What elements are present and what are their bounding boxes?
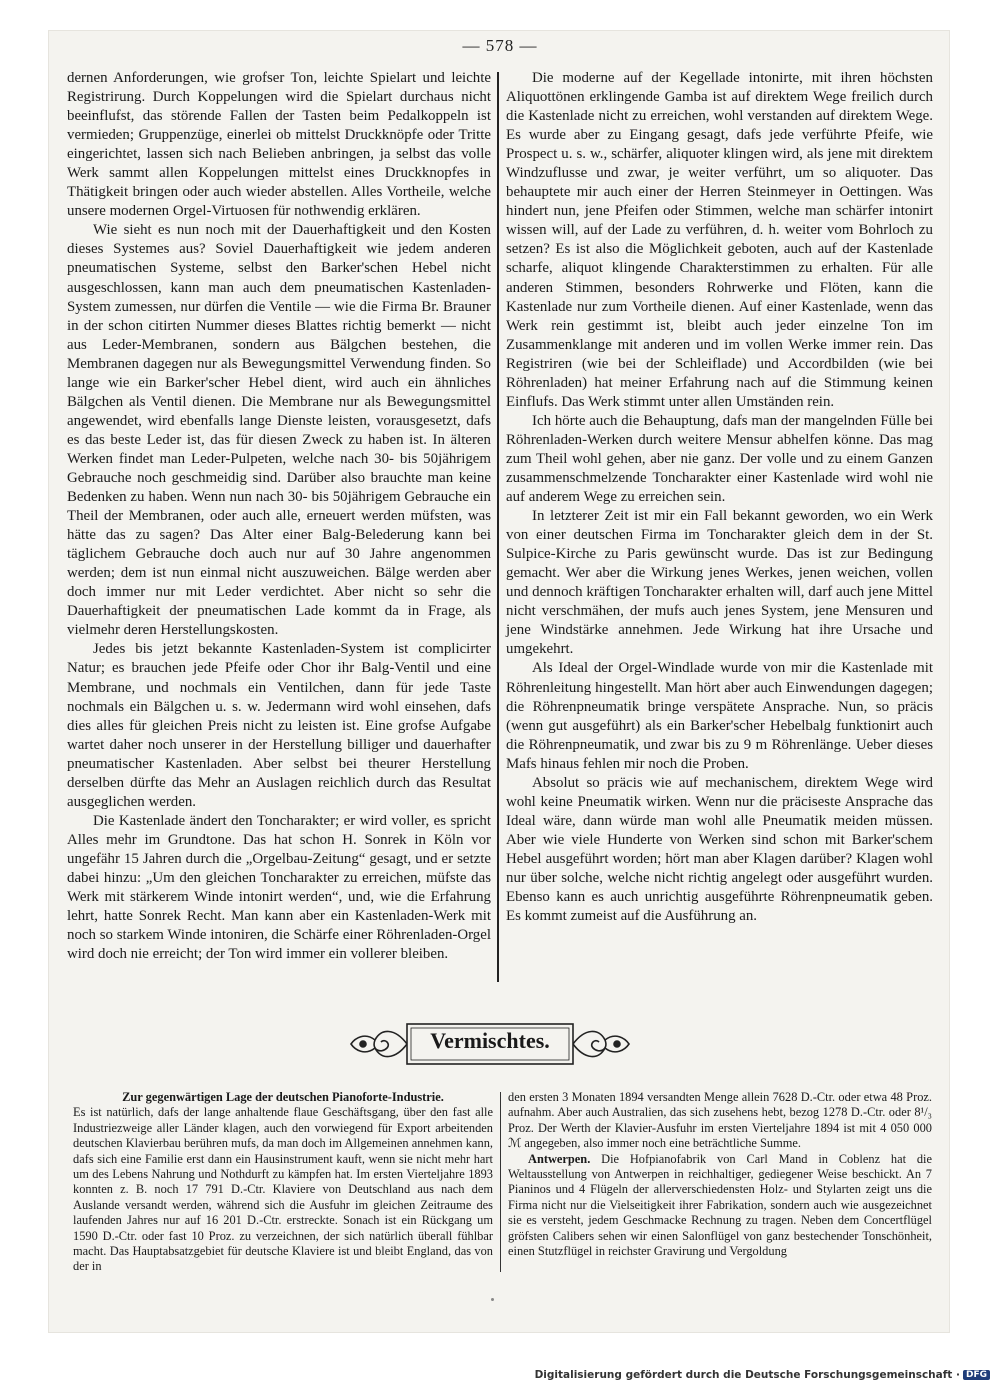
paragraph: Es ist natürlich, dafs der lange anhaltende flaue Geschäftsgang, über den fast alle Industriezweige aller Länder klagen, auch den vorwiegend für Export arbeitenden deutschen Klavierbau berühren mufs, da man doch im Allgemeinen annehmen kann, dafs sich eine Familie erst dann ein Hausinstrument kauft, wenn sie nicht mehr hart um des Lebens Nahrung und Nothdurft zu kämpfen hat. Im ersten Vierteljahre 1893 konnten z. B. noch 17 791 D.-Ctr. Klaviere von Deutschland aus nach dem Auslande versandt werden, während sich die Ausfuhr im gleichen Zeitraume des laufenden Jahres nur auf 16 201 D.-Ctr. erstreckte. Sonach ist ein Rückgang um 1590 D.-Ctr. oder fast 10 Proz. zu verzeichnen, der sich natürlich überall fühlbar macht. Das Hauptabsatzgebiet für deutsche Klaviere ist und bleibt England, das von der in	[73, 1105, 493, 1274]
paragraph-antwerpen	[508, 1152, 932, 1260]
article-title: Zur gegenwärtigen Lage der deutschen Pianoforte-Industrie.	[122, 1090, 444, 1104]
paragraph: In letzterer Zeit ist mir ein Fall bekannt geworden, wo ein Werk von einer deutschen Firma im Toncharakter gleich dem in der St. Sulpice-Kirche zu Paris gewünscht wurde. Das ist zur Bedingung gemacht. Wer aber die Wirkung jenes Werkes, jenen weichen, vollen und dennoch kräftigen Toncharakter erhalten will, darf auch jene Mittel nicht verschmähen, der mufs auch jenes System, jene Mensuren und jene Windstärke annehmen. Jede Wirkung hat ihre Ursache und umgekehrt.	[506, 508, 933, 658]
footer-credit	[535, 1369, 990, 1381]
section-heading-ornament	[345, 1018, 635, 1070]
column-divider	[497, 72, 499, 982]
bottom-right-column	[508, 1090, 932, 1259]
article-title: Antwerpen.	[528, 1151, 591, 1166]
footer-text: Digitalisierung gefördert durch die Deutsche Forschungsgemeinschaft ·	[534, 1369, 960, 1381]
paragraph: Ich hörte auch die Behauptung, dafs man der mangelnden Fülle bei Röhrenladen-Werken durch weitere Mensur abhelfen könne. Das mag zum Theil wohl gehen, aber nie ganz. Der volle und zu einem Ganzen zusammenschmelzende Toncharakter einer Kastenlade wird wohl nie auf anderem Wege zu erreichen sein.	[506, 412, 933, 506]
paragraph: Die moderne auf der Kegellade intonirte, mit ihren höchsten Aliquottönen erklingende Gamba ist auf direktem Wege freilich durch die Kastenlade nicht zu erreichen, wohl verstanden auf direktem Wege. Es wurde aber zu Eingang gesagt, dafs jede verführte Pfeife, wie Prospect u. s. w., schärfer, aliquoter klingen wird, als jene mit direktem Windzuflusse und zwar, je weiter verführt, um so aliquoter. Das behauptete mir auch einer der Herren Steinmeyer in Oettingen. Was hindert nun, jene Pfeifen oder Stimmen, welche man schärfer intonirt wissen will, auf der Lade zu verführen, d. h. weiter vom Bohrloch zu setzen? Es ist also die Möglichkeit geboten, auch auf der Kastenlade scharfe, aliquot klingende Charakterstimmen zu erhalten. Für alle anderen Stimmen, besonders Rohrwerke und Flöten, kann die Kastenlade nur zum Vortheile dienen. Auf einer Kastenlade, wenn das Werk rein gestimmt ist, bleibt auch jeder einzelne Ton im Zusammenklange mit anderen und im vollen Werke immer rein. Das Registriren (wie bei der Schleiflade) und Accordbilden (wie bei Röhrenladen) hat meiner Erfahrung nach auf die Stimmung keinen Einflufs. Das Werk stimmt unter allen Umständen rein.	[506, 70, 933, 410]
section-heading: Vermischtes.	[430, 1028, 550, 1053]
paragraph: Jedes bis jetzt bekannte Kastenladen-System ist complicirter Natur; es brauchen jede Pfeife oder Chor ihr Balg-Ventil und eine Membrane, und nochmals ein Ventilchen, dann für jede Taste nochmals ein Bälgchen u. s. w. Jedermann wird wohl einsehen, dafs dies alles für gleichen Preis nicht zu leisten ist. Eine grofse Aufgabe wartet daher noch unserer in der Herstellung billiger und dauerhafter pneumatischer Kastenladen. Aber selbst bei theurer Herstellung derselben dürfte das Mehr an Auslagen reichlich durch das Resultat ausgeglichen werden.	[67, 641, 491, 810]
column-divider	[500, 1092, 501, 1272]
paragraph: dernen Anforderungen, wie grofser Ton, leichte Spielart und leichte Registrirung. Durch Koppelungen wird die Spielart durchaus nicht beeinflufst, das störende Fallen der Tasten beim Pedalkoppeln ist vermieden; Gruppenzüge, einerlei ob mittelst Druckknöpfe oder Tritte eingerichtet, lassen sich nach Belieben anbringen, ja selbst das volle Werk sammt allen Koppelungen mittelst eines Druckknopfes in Thätigkeit bringen oder auch wieder abstellen. Alles Vortheile, welche unsere modernen Orgel-Virtuosen für nothwendig erklären.	[67, 70, 491, 220]
left-column	[67, 69, 491, 964]
paragraph: den ersten 3 Monaten 1894 versandten Menge allein 7628 D.-Ctr. oder etwa 48 Proz. aufnahm. Aber auch Australien, das sich zusehens hebt, bezog 1278 D.-Ctr. oder 8¹/₃ Proz. Der Werth der Klavier-Ausfuhr im ersten Vierteljahre 1894 ist mit 4 050 000 ℳ angegeben, also immer noch eine beträchtliche Summe.	[508, 1090, 932, 1151]
paragraph-text: Die Hofpianofabrik von Carl Mand in Coblenz hat die Weltausstellung von Antwerpen in reichhaltiger, gediegener Weise beschickt. An 7 Pianinos und 4 Flügeln der allerverschiedensten Holz- und Stylarten zeigt uns die Firma nicht nur die Vielseitigkeit ihrer Fabrikation, sondern auch wie ausgezeichnet sie es versteht, jedem Geschmacke Rechnung zu tragen. Neben dem Concertflügel gröfsten Calibers sehen wir einen Salonflügel von ganz bestechender Tonschönheit, einen Stutzflügel in reichster Gravirung und Vergoldung	[508, 1151, 932, 1259]
paragraph: Die Kastenlade ändert den Toncharakter; er wird voller, es spricht Alles mehr im Grundtone. Das hat schon H. Sonrek in Köln vor ungefähr 15 Jahren durch die „Orgelbau-Zeitung“ gesagt, und er setzte dabei hinzu: „Um den gleichen Toncharakter zu erreichen, müfste das Werk mit stärkerem Winde intonirt werden“, und, wie die Erfahrung lehrt, hatte Sonrek Recht. Man kann aber ein Kastenladen-Werk mit noch so starkem Winde intoniren, die Schärfe einer Röhrenladen-Orgel wird doch nie erreicht; der Ton wird immer ein vollerer bleiben.	[67, 812, 491, 963]
paragraph: Wie sieht es nun noch mit der Dauerhaftigkeit und den Kosten dieses Systemes aus? Soviel Dauerhaftigkeit wie jedem anderen pneumatischen Systeme, selbst den Barker'schen Hebel nicht ausgeschlossen, kann man auch dem pneumatischen Kastenladen-System zumessen, nur dürfen die Ventile — wie die Firma Br. Brauner in der schon citirten Nummer dieses Blattes richtig bemerkt — nicht aus Leder-Membranen, sondern aus Bälgchen bestehen, die Membranen dagegen nur als Bewegungsmittel Verwendung finden. So lange wie ein Barker'scher Hebel dient, wird auch ein ähnliches Bälgchen als Ventil dienen. Die Membrane nur als Bewegungsmittel angewendet, wird ebenfalls lange Dienste leisten, vorausgesetzt, dafs es das beste Leder ist, das für diesen Zweck zu haben ist. In älteren Werken findet man Leder-Pulpeten, welche nach 30- bis 50jährigem Gebrauche noch geschmeidig sind. Darüber also brauchte man keine Bedenken zu haben. Wenn nun nach 30- bis 50jährigem Gebrauche ein Theil der Membranen, oder auch alle, erneuert werden müfsten, was hätte das zu sagen? Das Alter einer Balg-Belederung kann bei täglichem Gebrauche doch auch nur auf 30 Jahre angenommen werden; dem ist nun einmal nicht auszuweichen. Bälge werden aber doch immer nur mit Leder verdichtet. Aber nicht so sehr die Dauerhaftigkeit der pneumatischen Lade kommt da in Frage, als vielmehr deren Herstellungskosten.	[67, 222, 491, 639]
speck	[491, 1298, 494, 1301]
paragraph: Als Ideal der Orgel-Windlade wurde von mir die Kastenlade mit Röhrenleitung hingestellt. Man hört aber auch Einwendungen dagegen; die Röhrenpneumatik bringe verspätete Ansprache. Nun, so präcis (wenn gut ausgeführt) als ein Barker'scher Hebelbalg funktionirt auch die Röhrenpneumatik, und zwar bis zu 9 m Röhrenlänge. Ueber dieses Mafs hinaus fehlen mir noch die Proben.	[506, 660, 933, 772]
bottom-left-column	[73, 1090, 493, 1275]
right-column	[506, 69, 933, 926]
paragraph: Absolut so präcis wie auf mechanischem, direktem Wege wird wohl keine Pneumatik wirken. Wenn nur die präciseste Ansprache das Ideal wäre, dann würde man wohl alle Pneumatik meiden müssen. Aber wie viele Hunderte von Werken sind schon mit Barker'schem Hebel ausgeführt worden; hört man aber Klagen darüber? Klagen wohl nur über solche, welche nicht richtig angelegt oder ausgeführt wurden. Ebenso kann es auch unrichtig ausgeführte Röhrenpneumatik geben. Es kommt zumeist auf die Ausführung an.	[506, 774, 933, 925]
dfg-logo: DFG	[963, 1370, 990, 1380]
page-number: — 578 —	[462, 36, 538, 55]
